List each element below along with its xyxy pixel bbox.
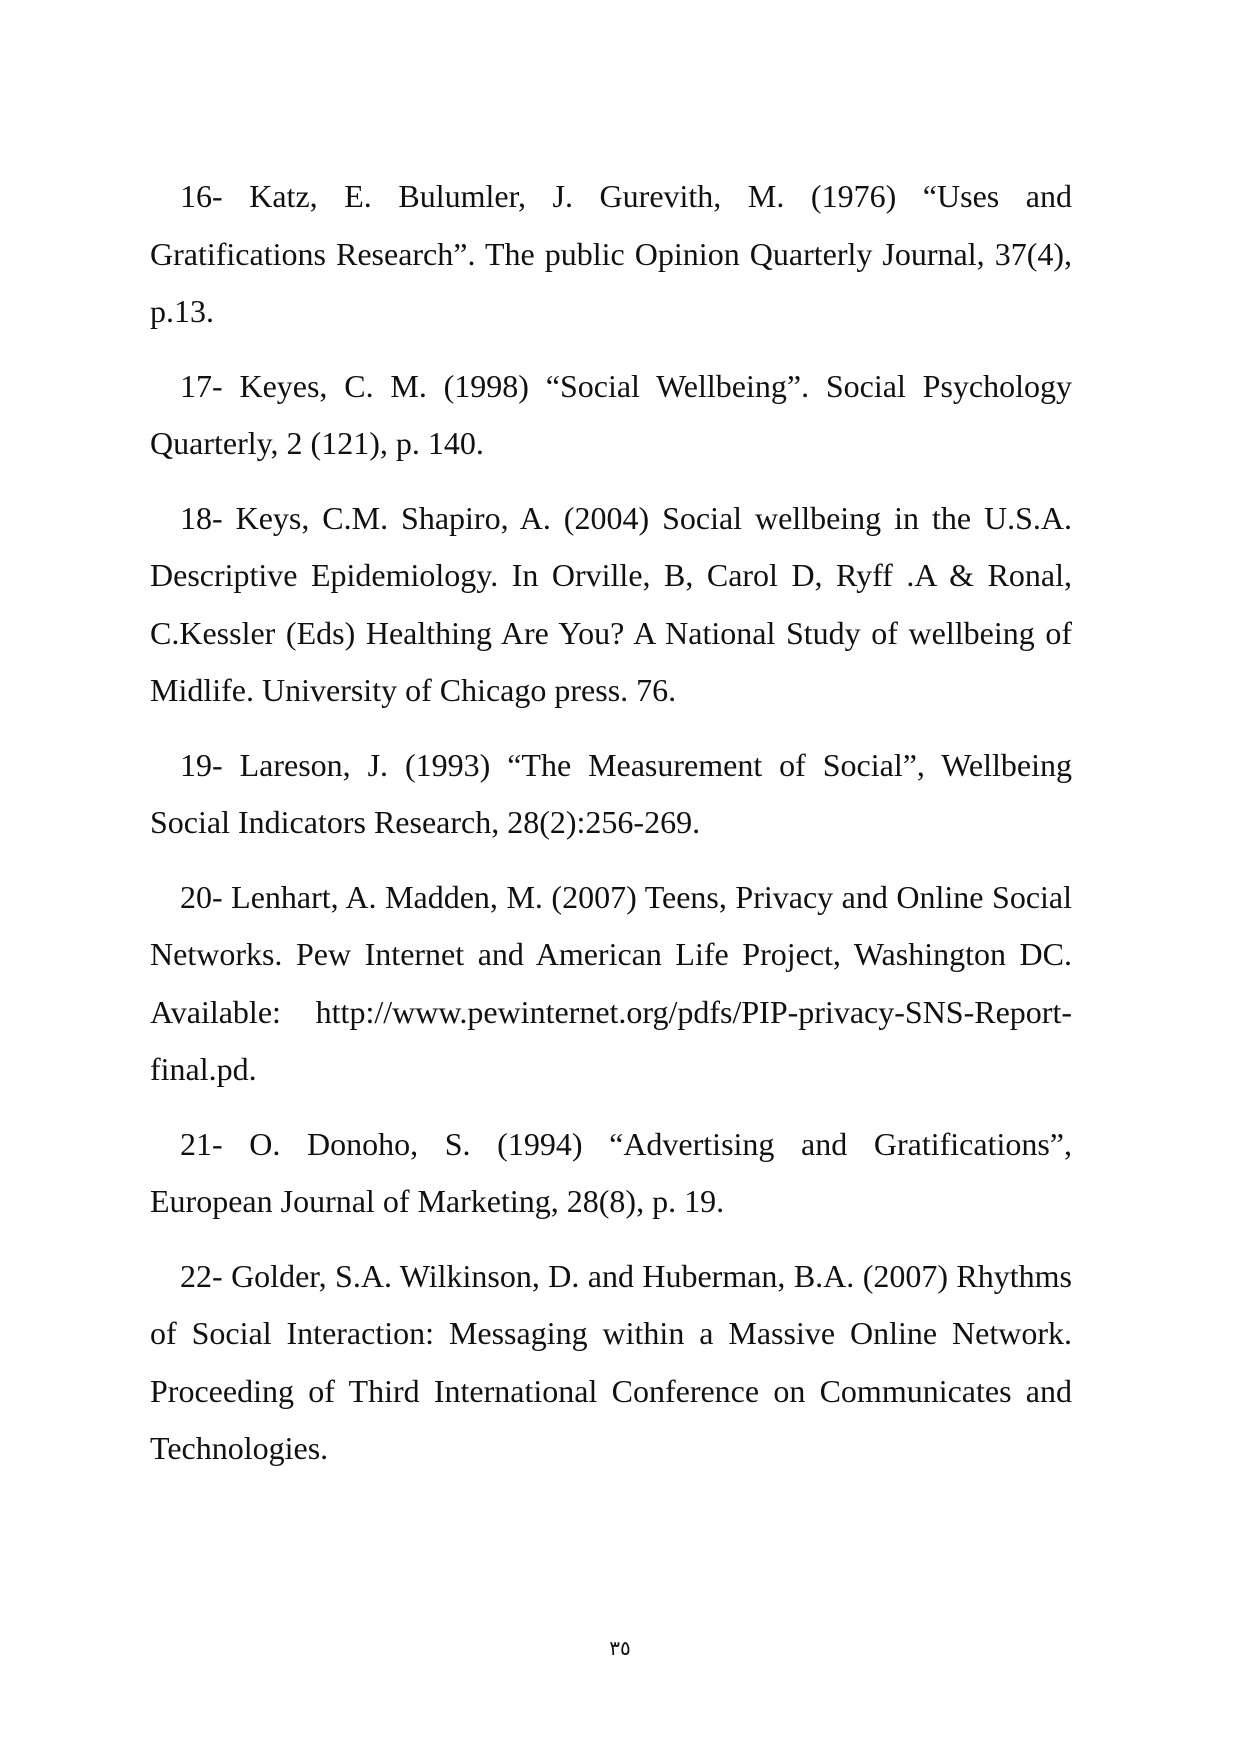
reference-21: 21- O. Donoho, S. (1994) “Advertising and Gratifications”, European Journal of Marketing, 28(8), p. 19.: [150, 1125, 1072, 1219]
reference-22: 22- Golder, S.A. Wilkinson, D. and Huberman, B.A. (2007) Rhythms of Social Interaction: Messaging within a Massive Online Network. Proceeding of Third International Conference on Communicates and Technologies.: [150, 1257, 1072, 1466]
reference-list: [150, 168, 1072, 1495]
page-number: ٣٥: [609, 1636, 631, 1660]
reference-20: 20- Lenhart, A. Madden, M. (2007) Teens, Privacy and Online Social Networks. Pew Internet and American Life Project, Washington DC. Available: http://www.pewinternet.org/pdfs/PIP-privacy-SNS-Report-final.pd.: [150, 878, 1072, 1087]
reference-19: 19- Lareson, J. (1993) “The Measurement of Social”, Wellbeing Social Indicators Research, 28(2):256-269.: [150, 746, 1072, 840]
reference-17: 17- Keyes, C. M. (1998) “Social Wellbeing”. Social Psychology Quarterly, 2 (121), p. 140.: [150, 367, 1072, 461]
reference-16: 16- Katz, E. Bulumler, J. Gurevith, M. (1976) “Uses and Gratifications Research”. The public Opinion Quarterly Journal, 37(4), p.13.: [150, 178, 1072, 329]
reference-18: 18- Keys, C.M. Shapiro, A. (2004) Social wellbeing in the U.S.A. Descriptive Epidemiology. In Orville, B, Carol D, Ryff .A & Ronal, C.Kessler (Eds) Healthing Are You? A National Study of wellbeing of Midlife. University of Chicago press. 76.: [150, 499, 1072, 708]
